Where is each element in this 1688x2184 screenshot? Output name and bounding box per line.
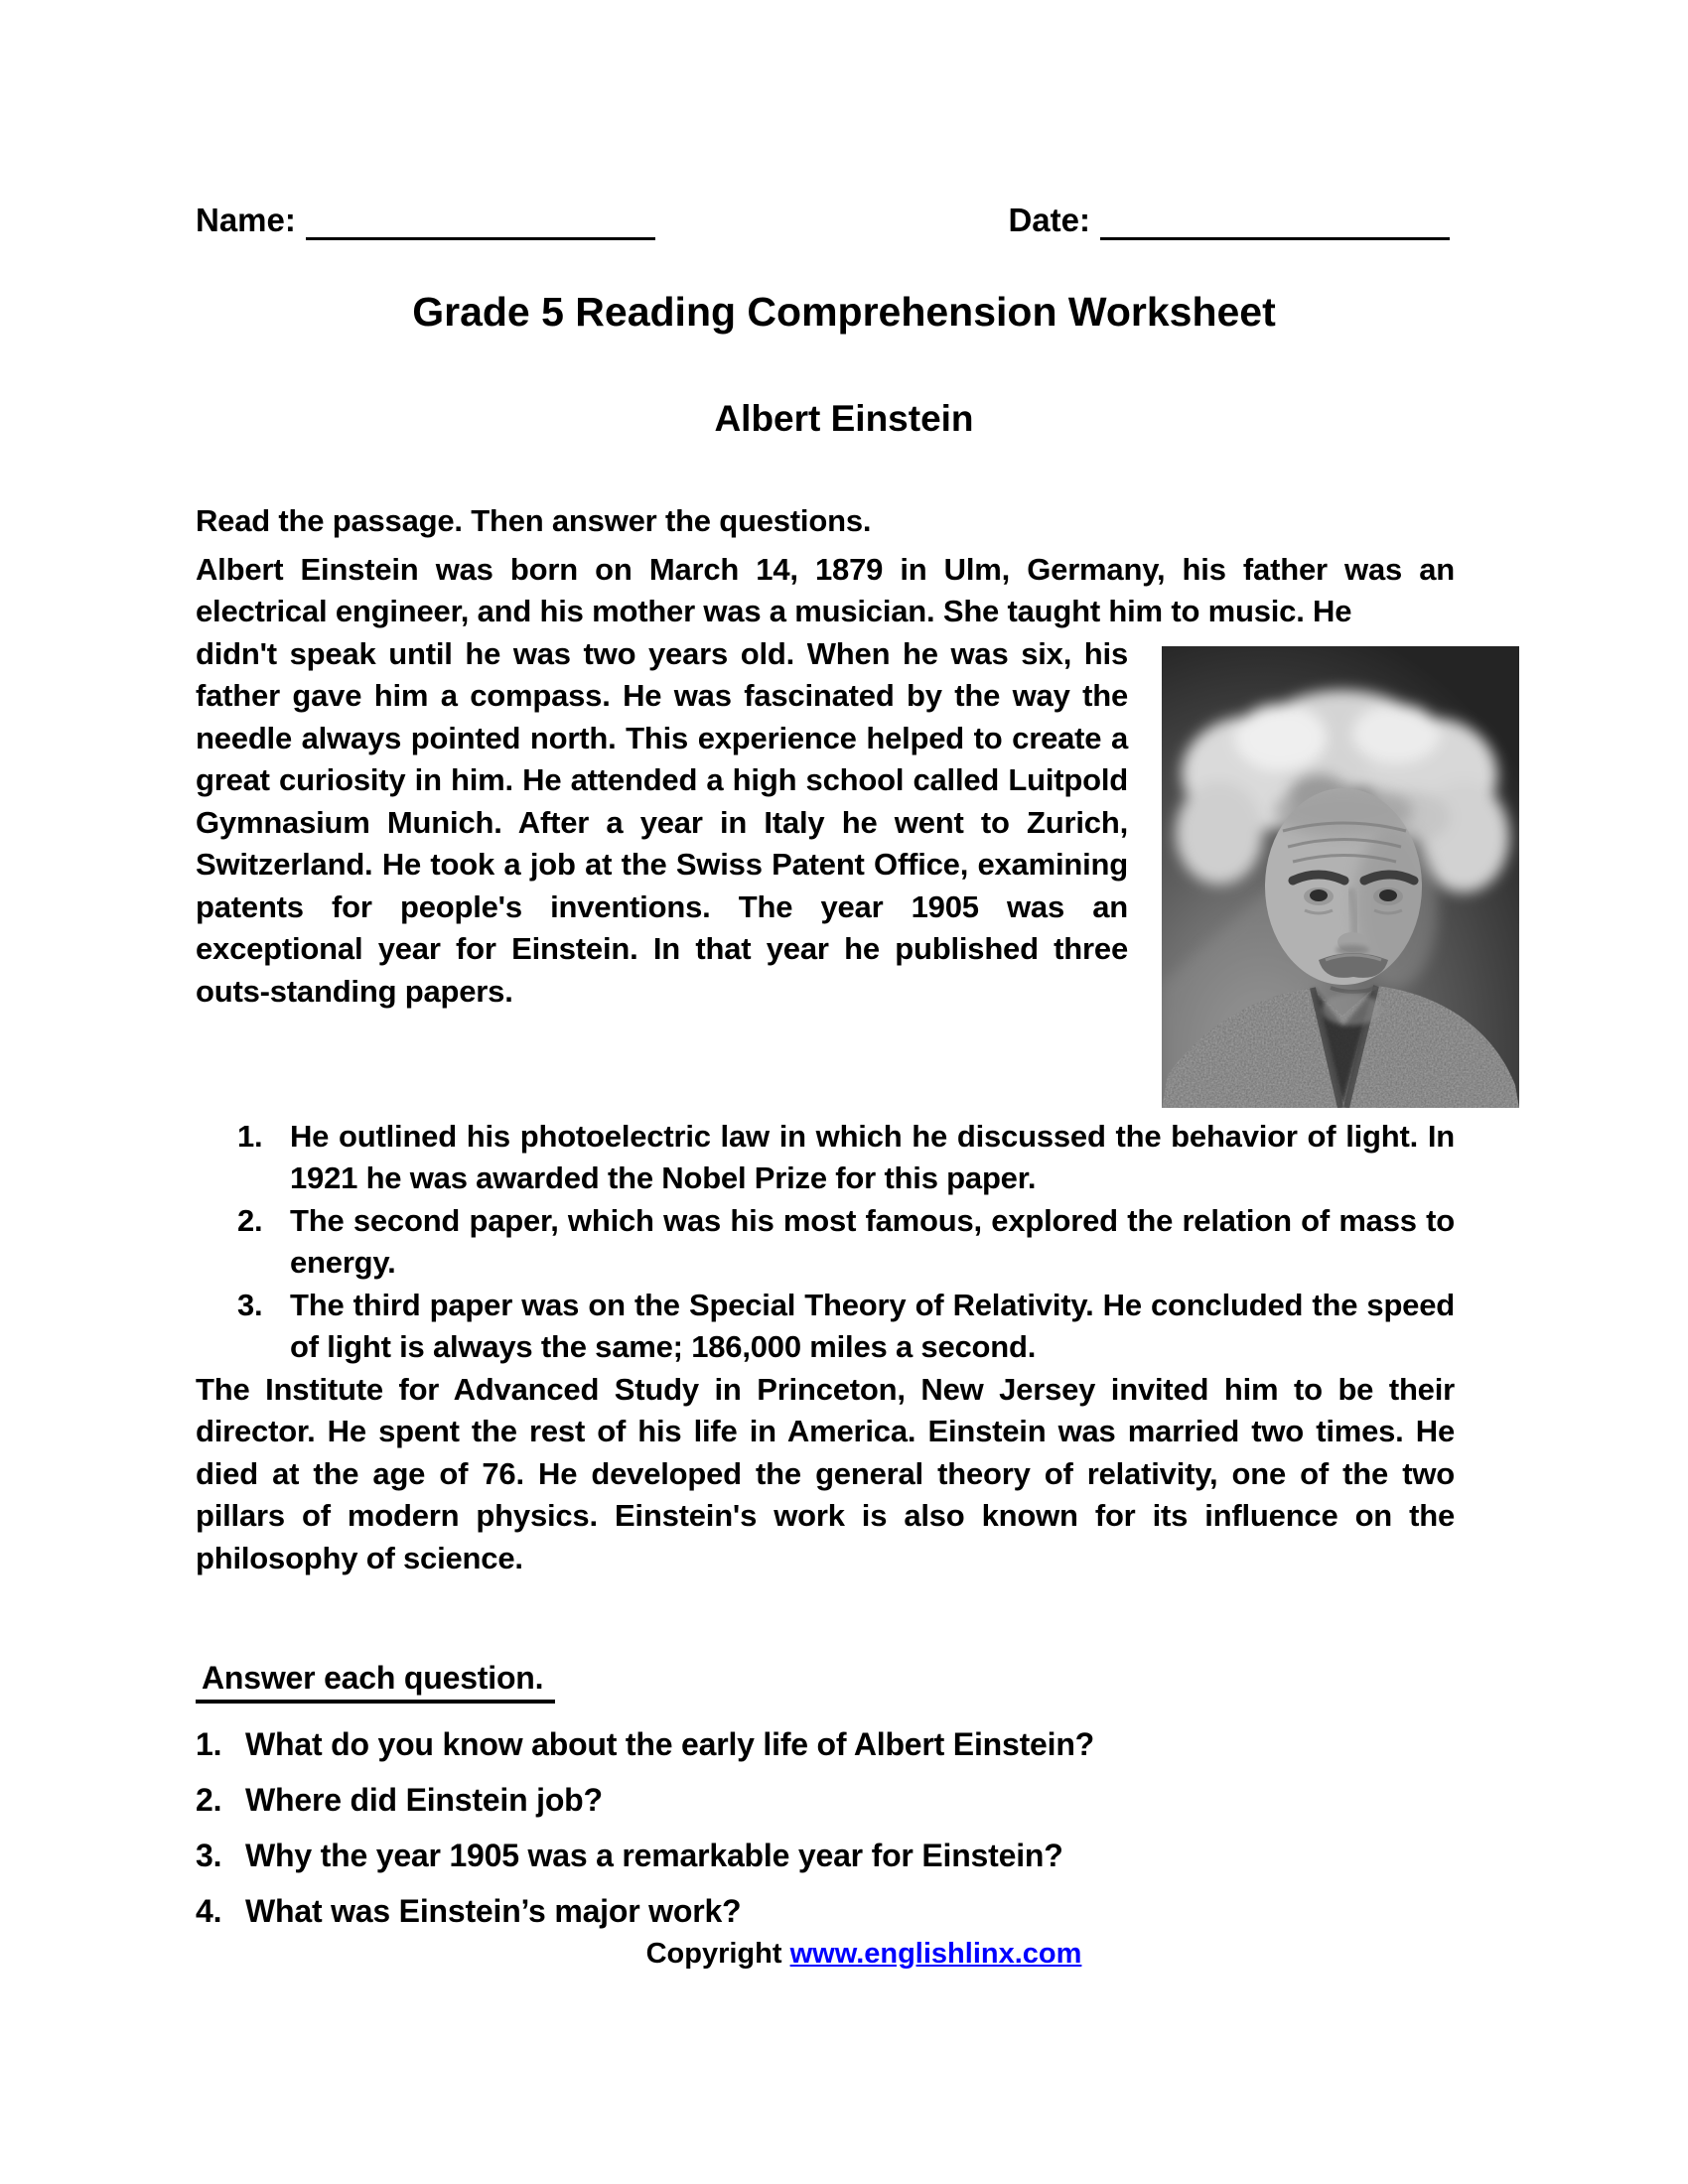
- list-item-text: The third paper was on the Special Theory of Relativity. He concluded the speed of light is always the same; 186,000 miles a second.: [290, 1287, 1455, 1364]
- date-label: Date:: [1008, 202, 1090, 238]
- question-text: Where did Einstein job?: [245, 1781, 603, 1818]
- name-blank-line: [306, 204, 655, 240]
- englishlinx-link[interactable]: www.englishlinx.com: [789, 1937, 1082, 1970]
- question-text: What was Einstein’s major work?: [245, 1892, 742, 1929]
- copyright-label: Copyright: [645, 1937, 782, 1970]
- passage-section: [196, 500, 1455, 1932]
- question-item: [196, 1779, 1455, 1821]
- passage-conclusion-text: The Institute for Advanced Study in Princeton, New Jersey invited him to be their director. He spent the rest of his life in America. Einstein was married two times. He died at the age of 76. He developed the general theory of relativity, one of the two pillars of modern physics. Einstein's work is also known for its influence on the philosophy of science.: [196, 1371, 1455, 1575]
- copyright-footer: [0, 1936, 1688, 1972]
- questions-list: [196, 1723, 1455, 1932]
- passage-title: Albert Einstein: [714, 398, 974, 439]
- papers-list: [196, 1116, 1455, 1369]
- list-item-text: He outlined his photoelectric law in which he discussed the behavior of light. In 1921 he was awarded the Nobel Prize for this paper.: [290, 1118, 1455, 1195]
- passage-intro-text: Albert Einstein was born on March 14, 1879 in Ulm, Germany, his father was an electrical engineer, and his mother was a musician. She taught him to music. He: [196, 551, 1455, 628]
- worksheet-title: Grade 5 Reading Comprehension Worksheet: [412, 289, 1276, 335]
- question-text: Why the year 1905 was a remarkable year for Einstein?: [245, 1837, 1063, 1873]
- question-number: 4.: [196, 1892, 222, 1929]
- question-number: 1.: [196, 1725, 222, 1762]
- passage-body-block: [196, 633, 1455, 1014]
- question-item: [196, 1835, 1455, 1876]
- list-item: [237, 1200, 1455, 1285]
- date-blank-line: [1100, 204, 1450, 240]
- header-row: [0, 0, 1688, 240]
- question-text: What do you know about the early life of Albert Einstein?: [245, 1725, 1095, 1762]
- date-field-group: [1008, 201, 1450, 240]
- passage-body-text: didn't speak until he was two years old. When he was six, his father gave him a compass. He was fascinated by the way the needle always pointed north. This experience helped to create a great curiosity in him. He attended a high school called Luitpold Gymnasium Munich. After a year in Italy he went to Zurich, Switzerland. He took a job at the Swiss Patent Office, examining patents for people's inventions. The year 1905 was an exceptional year for Einstein. In that year he published three outs-standing papers.: [196, 635, 1128, 1009]
- list-item-number: 2.: [237, 1202, 263, 1238]
- list-item: [237, 1285, 1455, 1369]
- name-field-group: [196, 201, 655, 240]
- list-item-text: The second paper, which was his most famous, explored the relation of mass to energy.: [290, 1202, 1455, 1280]
- question-item: [196, 1723, 1455, 1765]
- name-label: Name:: [196, 202, 296, 238]
- list-item-number: 1.: [237, 1118, 263, 1154]
- list-item: [237, 1116, 1455, 1200]
- answer-heading-text: Answer each question.: [196, 1660, 555, 1704]
- list-item-number: 3.: [237, 1287, 263, 1322]
- answer-section-heading: [196, 1657, 1455, 1700]
- question-item: [196, 1890, 1455, 1932]
- einstein-photo: [1162, 646, 1519, 1108]
- question-number: 3.: [196, 1837, 222, 1873]
- passage-instruction: Read the passage. Then answer the questions.: [196, 503, 872, 538]
- question-number: 2.: [196, 1781, 222, 1818]
